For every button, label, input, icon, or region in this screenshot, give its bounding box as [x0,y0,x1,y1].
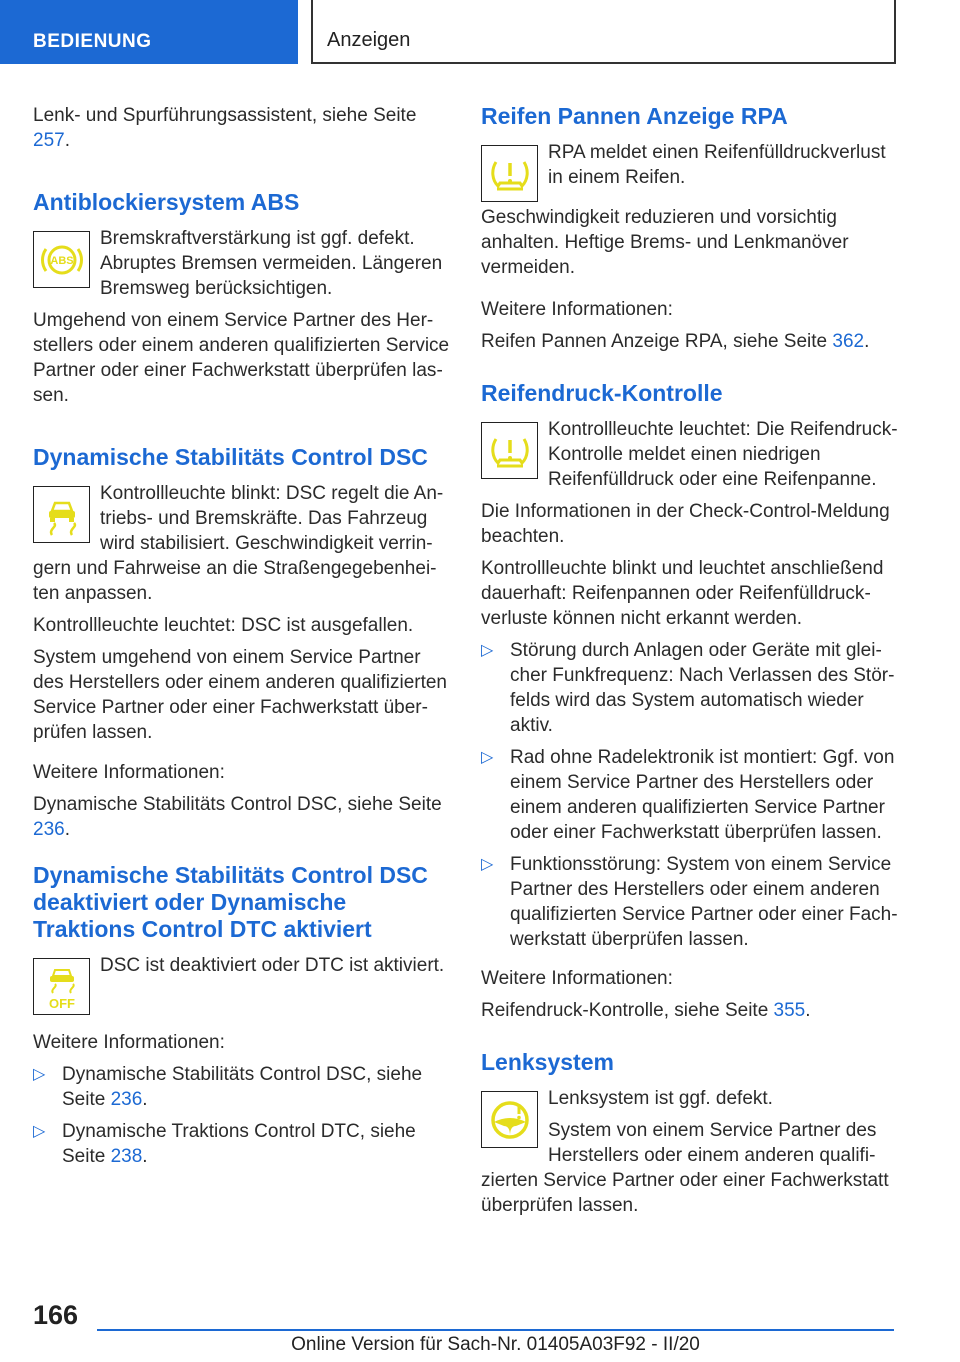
dsc-skid-icon [33,486,90,543]
online-version-text: Online Version für Sach-Nr. 01405A03F92 - II/20 [291,1334,700,1355]
svg-text:ABS: ABS [49,254,74,267]
steer-text-2: System von einem Service Partner des Herstellers oder einem anderen qualifizierten Service Partner oder einer Fachwerkstatt überprüfen lassen. [481,1120,889,1216]
list-item: ▷ Rad ohne Radelektronik ist montiert: Ggf. von einem Service Partner des Herstellers oder einem anderen qualifizierten Service Partner oder einer Fachwerkstatt überprüfen lassen. [481,747,895,843]
dscoff-list [33,1062,451,1169]
tire-pressure-monitor-icon [481,422,538,479]
off-label: OFF [48,995,75,1011]
list-item: ▷ Dynamische Traktions Control DTC, siehe Seite 238. [33,1121,416,1167]
abs-warning [33,226,451,308]
dsc-text-2: Kontrollleuchte leuchtet: DSC ist ausgefallen. [33,615,414,636]
dscoff-text-1: DSC ist deaktiviert oder DTC ist aktiviert. [100,955,445,976]
page-link[interactable]: 355 [773,1000,806,1021]
steer-warning [481,1086,899,1225]
right-column [481,103,899,1225]
rdc-text-1: Kontrollleuchte leuchtet: Die Reifendruck-Kontrolle meldet einen niedrigen Reifenfülldruck oder eine Reifenpanne. [548,419,898,490]
rdc-ref: Reifendruck-Kontrolle, siehe Seite 355. [481,1000,811,1021]
abs-heading: Antiblockiersystem ABS [33,189,300,215]
rpa-heading: Reifen Pannen Anzeige RPA [481,103,788,129]
dsc-ref: Dynamische Stabilitäts Control DSC, siehe Seite 236. [33,794,442,840]
intro-text: Lenk- und Spurführungsassistent, siehe Seite 257. [33,105,417,151]
rdc-heading: Reifendruck-Kontrolle [481,380,723,406]
triangle-bullet-icon: ▷ [481,749,494,766]
left-column [33,103,451,1177]
triangle-bullet-icon: ▷ [481,856,494,873]
triangle-bullet-icon: ▷ [33,1066,46,1083]
footer-divider [97,1329,894,1331]
rdc-more-label: Weitere Informationen: [481,968,673,989]
dscoff-warning [33,953,451,1018]
rdc-list [481,638,899,952]
triangle-bullet-icon: ▷ [481,642,494,659]
section-tab: BEDIENUNG [0,0,298,64]
steer-heading: Lenksystem [481,1049,614,1075]
dsc-heading: Dynamische Stabilitäts Control DSC [33,444,428,470]
dsc-off-icon [33,958,90,1015]
rpa-text-1: RPA meldet einen Reifenfülldruckverlust in einem Reifen. [548,142,886,188]
steering-warning-icon [481,1091,538,1148]
dsc-text-1: Kontrollleuchte blinkt: DSC regelt die Antriebs- und Bremskräfte. Das Fahrzeug wird stabilisiert. Geschwindigkeit verringern und Fahrweise an die Straßengegebenheiten anpassen. [33,483,444,604]
rpa-warning [481,140,899,205]
page-number: 166 [33,1300,79,1330]
dscoff-more-label: Weitere Informationen: [33,1032,225,1053]
abs-warning-icon [33,231,90,288]
page-link[interactable]: 257 [33,130,65,151]
dsc-more-label: Weitere Informationen: [33,762,225,783]
dsc-warning [33,481,451,613]
page-link[interactable]: 362 [832,331,865,352]
list-item: ▷ Störung durch Anlagen oder Geräte mit gleicher Funkfrequenz: Nach Verlassen des Störfelds wird das System automatisch wieder aktiv. [481,640,895,736]
page-link[interactable]: 238 [110,1146,143,1167]
list-item: ▷ Funktionsstörung: System von einem Service Partner des Herstellers oder einem anderen qualifizierten Service Partner oder einer Fachwerkstatt überprüfen lassen. [481,854,898,950]
tire-pressure-warning-icon [481,145,538,202]
rpa-text-2: Geschwindigkeit reduzieren und vorsichtig anhalten. Heftige Brems- und Lenkmanöver vermeiden. [481,207,849,278]
chapter-tab: Anzeigen [311,0,896,64]
dsc-text-3: System umgehend von einem Service Partner des Herstellers oder einem anderen qualifizierten Service Partner oder einer Fachwerkstatt überprüfen lassen. [33,647,448,743]
rdc-warning [481,417,899,499]
rdc-text-3: Kontrollleuchte blinkt und leuchtet anschließend dauerhaft: Reifenpannen oder Reifenfülldruckverluste können nicht erkannt werden. [481,558,884,629]
steer-text-1: Lenksystem ist ggf. defekt. [548,1088,773,1109]
abs-text-2: Umgehend von einem Service Partner des Herstellers oder einem anderen qualifizierten Service Partner oder einer Fachwerkstatt überprüfen lassen. [33,310,450,406]
rpa-ref: Reifen Pannen Anzeige RPA, siehe Seite 362. [481,331,870,352]
dscoff-heading: Dynamische Stabilitäts Control DSC deaktiviert oder Dynamische Traktions Control DTC aktiviert [33,862,428,942]
page-link[interactable]: 236 [33,819,65,840]
page-link[interactable]: 236 [110,1089,143,1110]
abs-text-1: Bremskraftverstärkung ist ggf. defekt. Abruptes Bremsen vermeiden. Längeren Bremsweg berücksichtigen. [100,228,443,299]
triangle-bullet-icon: ▷ [33,1123,46,1140]
rpa-more-label: Weitere Informationen: [481,299,673,320]
list-item: ▷ Dynamische Stabilitäts Control DSC, siehe Seite 236. [33,1064,423,1110]
rdc-text-2: Die Informationen in der Check-Control-Meldung beachten. [481,501,890,547]
